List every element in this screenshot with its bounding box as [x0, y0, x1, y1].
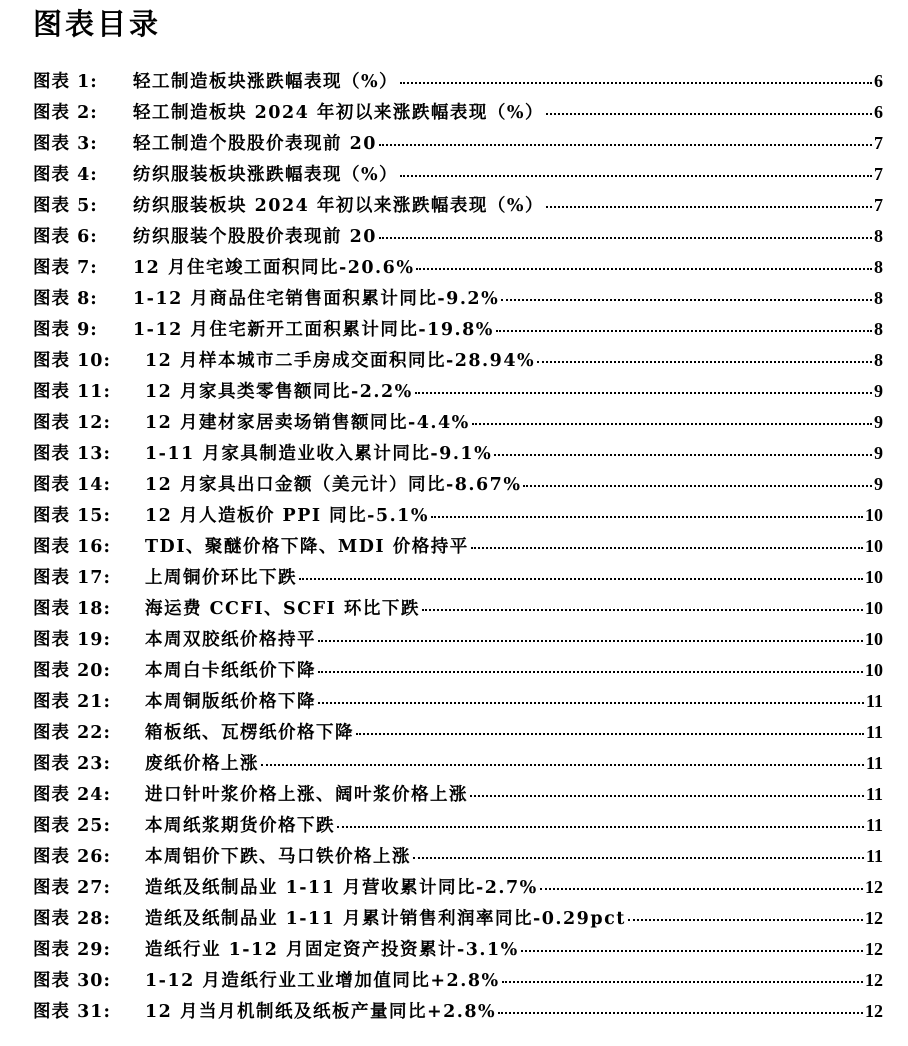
dot-leader — [502, 980, 863, 983]
toc-entry-title: 12 月当月机制纸及纸板产量同比+2.8% — [145, 1002, 497, 1022]
toc-entry-title: 1-12 月造纸行业工业增加值同比+2.8% — [145, 971, 500, 991]
toc-entry-label: 图表 13: — [33, 444, 111, 464]
toc-entry-page-number: 11 — [865, 753, 883, 773]
dot-leader — [546, 112, 872, 115]
toc-entry-page-number: 7 — [874, 164, 883, 184]
toc-entry-page-number: 11 — [865, 815, 883, 835]
toc-entry-title: 本周铝价下跌、马口铁价格上涨 — [145, 847, 411, 867]
dot-leader — [413, 856, 864, 859]
dot-leader — [379, 236, 872, 239]
toc-entry-label: 图表 21: — [33, 692, 111, 712]
toc-entry-title: 造纸及纸制品业 1-11 月营收累计同比-2.7% — [145, 878, 538, 898]
toc-entry-page-number: 12 — [865, 908, 883, 928]
toc-entry-title: 本周白卡纸纸价下降 — [145, 661, 316, 681]
toc-entry-label: 图表 17: — [33, 568, 111, 588]
toc-entry-page-number: 11 — [865, 691, 883, 711]
toc-entry-page-number: 12 — [865, 939, 883, 959]
toc-entry-page-number: 12 — [865, 1001, 883, 1021]
toc-entry-page-number: 6 — [874, 71, 883, 91]
toc-entry-title: 轻工制造板块涨跌幅表现（%） — [133, 72, 399, 92]
toc-entry-title: 上周铜价环比下跌 — [145, 568, 297, 588]
toc-entry[interactable] — [33, 252, 883, 283]
toc-entry[interactable] — [33, 624, 883, 655]
dot-leader — [540, 887, 863, 890]
toc-entry-title: 海运费 CCFI、SCFI 环比下跌 — [145, 599, 420, 619]
toc-entry-title: 造纸行业 1-12 月固定资产投资累计-3.1% — [145, 940, 519, 960]
toc-entry-label: 图表 20: — [33, 661, 111, 681]
dot-leader — [299, 577, 863, 580]
toc-entry-label: 图表 1: — [33, 72, 98, 92]
toc-entry-page-number: 8 — [874, 288, 883, 308]
toc-entry-title: 纺织服装板块 2024 年初以来涨跌幅表现（%） — [133, 196, 545, 216]
toc-entry-label: 图表 11: — [33, 382, 111, 402]
toc-entry[interactable] — [33, 717, 883, 748]
toc-entry-page-number: 7 — [874, 133, 883, 153]
toc-entry-label: 图表 8: — [33, 289, 98, 309]
toc-entry-title: 轻工制造个股股价表现前 20 — [133, 134, 377, 154]
toc-entry-page-number: 8 — [874, 257, 883, 277]
dot-leader — [379, 143, 872, 146]
toc-entry-label: 图表 6: — [33, 227, 98, 247]
toc-entry[interactable] — [33, 221, 883, 252]
toc-entry-page-number: 11 — [865, 722, 883, 742]
toc-entry-title: TDI、聚醚价格下降、MDI 价格持平 — [145, 537, 469, 557]
toc-entry-title: 本周铜版纸价格下降 — [145, 692, 316, 712]
toc-entry-label: 图表 31: — [33, 1002, 111, 1022]
toc-entry[interactable] — [33, 748, 883, 779]
toc-entry-title: 箱板纸、瓦楞纸价格下降 — [145, 723, 354, 743]
toc-entry-label: 图表 27: — [33, 878, 111, 898]
toc-entry-label: 图表 3: — [33, 134, 98, 154]
toc-entry-page-number: 12 — [865, 877, 883, 897]
toc-entry[interactable] — [33, 438, 883, 469]
toc-entry-label: 图表 12: — [33, 413, 111, 433]
toc-entry-title: 轻工制造板块 2024 年初以来涨跌幅表现（%） — [133, 103, 545, 123]
toc-entry[interactable] — [33, 934, 883, 965]
toc-entry[interactable] — [33, 314, 883, 345]
toc-entry[interactable] — [33, 562, 883, 593]
dot-leader — [472, 422, 872, 425]
toc-entry-page-number: 8 — [874, 319, 883, 339]
toc-entry-page-number: 11 — [865, 846, 883, 866]
toc-entry-label: 图表 2: — [33, 103, 98, 123]
toc-entry-label: 图表 9: — [33, 320, 98, 340]
dot-leader — [261, 763, 864, 766]
dot-leader — [537, 360, 872, 363]
toc-entry[interactable] — [33, 903, 883, 934]
toc-entry[interactable] — [33, 376, 883, 407]
toc-entry[interactable] — [33, 686, 883, 717]
toc-entry-title: 本周双胶纸价格持平 — [145, 630, 316, 650]
toc-entry[interactable] — [33, 159, 883, 190]
dot-leader — [318, 701, 864, 704]
toc-entry[interactable] — [33, 965, 883, 996]
toc-entry-label: 图表 4: — [33, 165, 98, 185]
toc-entry-label: 图表 24: — [33, 785, 111, 805]
dot-leader — [494, 453, 872, 456]
toc-entry-page-number: 12 — [865, 970, 883, 990]
toc-entry-page-number: 9 — [874, 443, 883, 463]
toc-entry-title: 12 月建材家居卖场销售额同比-4.4% — [145, 413, 470, 433]
dot-leader — [416, 267, 872, 270]
toc-entry-page-number: 10 — [865, 567, 883, 587]
toc-entry[interactable] — [33, 841, 883, 872]
toc-entry-title: 进口针叶浆价格上涨、阔叶浆价格上涨 — [145, 785, 468, 805]
dot-leader — [501, 298, 872, 301]
figure-toc-list — [33, 66, 883, 1027]
dot-leader — [496, 329, 872, 332]
dot-leader — [400, 174, 872, 177]
toc-entry-page-number: 10 — [865, 660, 883, 680]
toc-entry-label: 图表 29: — [33, 940, 111, 960]
toc-entry[interactable] — [33, 283, 883, 314]
toc-entry-page-number: 9 — [874, 381, 883, 401]
toc-entry-title: 12 月人造板价 PPI 同比-5.1% — [145, 506, 429, 526]
toc-entry[interactable] — [33, 97, 883, 128]
toc-entry-label: 图表 22: — [33, 723, 111, 743]
toc-entry[interactable] — [33, 531, 883, 562]
toc-entry-page-number: 10 — [865, 505, 883, 525]
toc-entry-label: 图表 25: — [33, 816, 111, 836]
dot-leader — [318, 670, 863, 673]
toc-entry-page-number: 7 — [874, 195, 883, 215]
toc-entry-title: 1-11 月家具制造业收入累计同比-9.1% — [145, 444, 493, 464]
toc-entry[interactable] — [33, 469, 883, 500]
dot-leader — [337, 825, 864, 828]
dot-leader — [415, 391, 872, 394]
toc-entry[interactable] — [33, 593, 883, 624]
toc-entry-page-number: 9 — [874, 412, 883, 432]
toc-entry-label: 图表 15: — [33, 506, 111, 526]
toc-entry-title: 本周纸浆期货价格下跌 — [145, 816, 335, 836]
toc-entry[interactable] — [33, 66, 883, 97]
toc-entry-page-number: 6 — [874, 102, 883, 122]
toc-entry-label: 图表 26: — [33, 847, 111, 867]
dot-leader — [422, 608, 863, 611]
toc-entry-title: 12 月住宅竣工面积同比-20.6% — [133, 258, 415, 278]
toc-entry[interactable] — [33, 996, 883, 1027]
dot-leader — [318, 639, 863, 642]
toc-entry-title: 12 月家具类零售额同比-2.2% — [145, 382, 413, 402]
dot-leader — [400, 81, 872, 84]
toc-entry-page-number: 10 — [865, 629, 883, 649]
toc-entry-page-number: 10 — [865, 598, 883, 618]
toc-entry[interactable] — [33, 810, 883, 841]
dot-leader — [470, 794, 864, 797]
toc-entry[interactable] — [33, 872, 883, 903]
toc-entry-label: 图表 18: — [33, 599, 111, 619]
toc-entry-label: 图表 14: — [33, 475, 111, 495]
toc-entry-page-number: 10 — [865, 536, 883, 556]
toc-entry-title: 造纸及纸制品业 1-11 月累计销售利润率同比-0.29pct — [145, 909, 626, 929]
toc-entry-label: 图表 10: — [33, 351, 111, 371]
dot-leader — [628, 918, 863, 921]
dot-leader — [521, 949, 863, 952]
toc-entry[interactable] — [33, 407, 883, 438]
toc-entry-label: 图表 16: — [33, 537, 111, 557]
dot-leader — [471, 546, 863, 549]
toc-entry-page-number: 9 — [874, 474, 883, 494]
toc-entry-label: 图表 23: — [33, 754, 111, 774]
toc-entry[interactable] — [33, 190, 883, 221]
toc-entry-title: 12 月样本城市二手房成交面积同比-28.94% — [145, 351, 536, 371]
toc-entry-label: 图表 28: — [33, 909, 111, 929]
dot-leader — [431, 515, 863, 518]
toc-entry-title: 1-12 月住宅新开工面积累计同比-19.8% — [133, 320, 494, 340]
dot-leader — [546, 205, 872, 208]
toc-title: 图表目录 — [33, 7, 162, 41]
toc-entry-label: 图表 19: — [33, 630, 111, 650]
toc-entry[interactable] — [33, 345, 883, 376]
toc-entry-title: 纺织服装个股股价表现前 20 — [133, 227, 377, 247]
dot-leader — [498, 1011, 863, 1014]
toc-entry-title: 12 月家具出口金额（美元计）同比-8.67% — [145, 475, 522, 495]
dot-leader — [356, 732, 864, 735]
toc-entry[interactable] — [33, 500, 883, 531]
toc-entry-page-number: 11 — [865, 784, 883, 804]
toc-entry-title: 纺织服装板块涨跌幅表现（%） — [133, 165, 399, 185]
dot-leader — [523, 484, 872, 487]
toc-entry-label: 图表 30: — [33, 971, 111, 991]
toc-entry-title: 1-12 月商品住宅销售面积累计同比-9.2% — [133, 289, 500, 309]
toc-entry[interactable] — [33, 128, 883, 159]
toc-entry-title: 废纸价格上涨 — [145, 754, 259, 774]
toc-entry-label: 图表 7: — [33, 258, 98, 278]
toc-entry-page-number: 8 — [874, 226, 883, 246]
toc-entry[interactable] — [33, 655, 883, 686]
toc-entry-page-number: 8 — [874, 350, 883, 370]
toc-entry[interactable] — [33, 779, 883, 810]
toc-entry-label: 图表 5: — [33, 196, 98, 216]
